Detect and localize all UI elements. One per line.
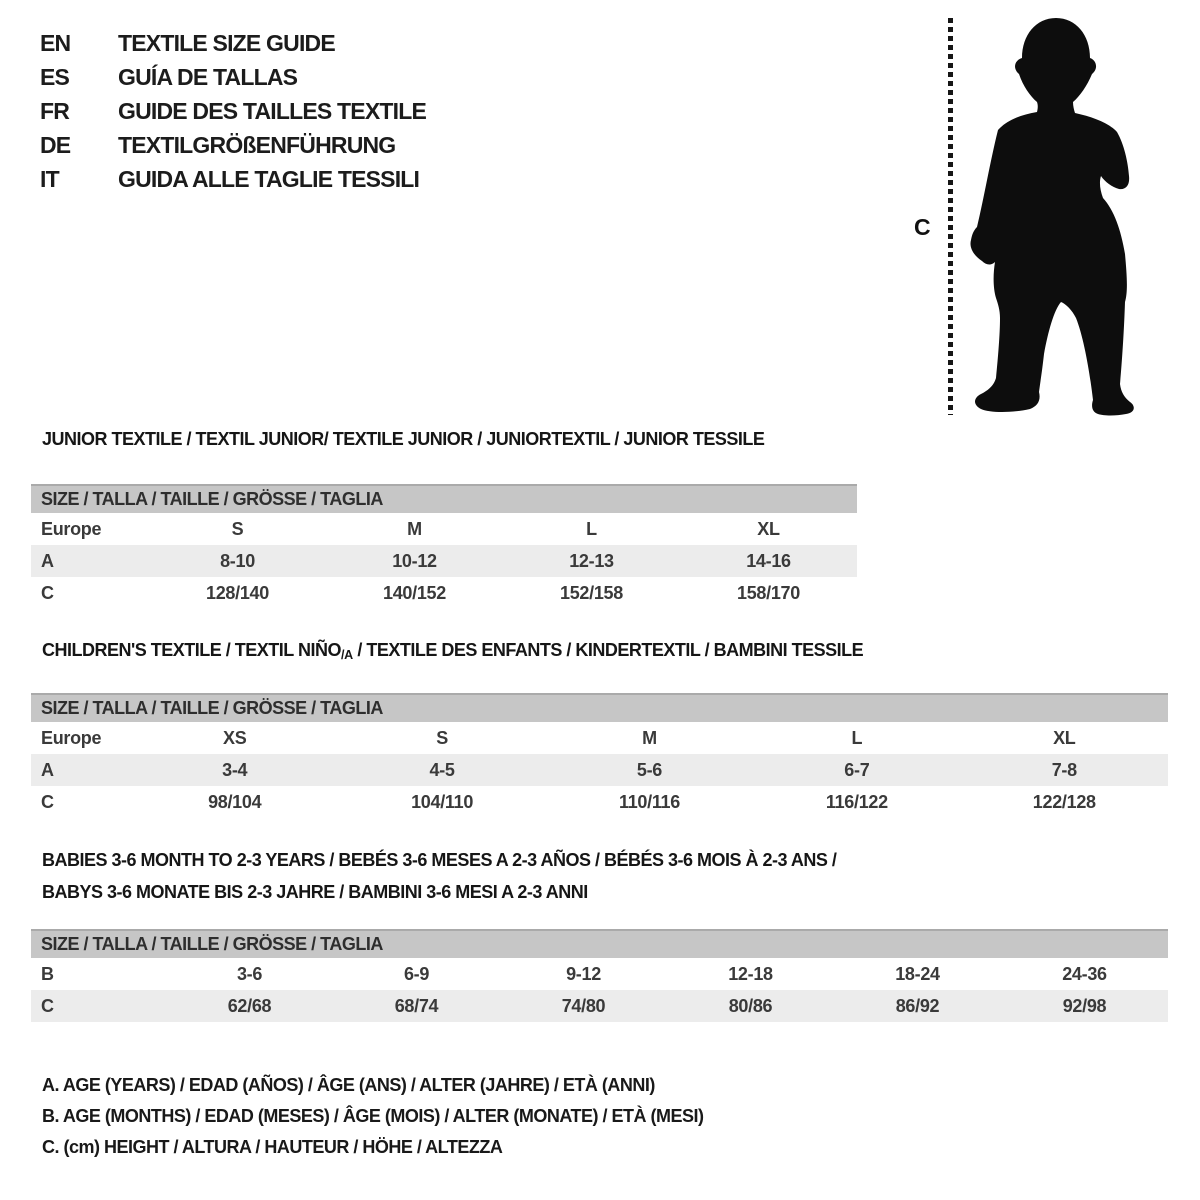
table-cell: 4-5 [429,759,455,780]
table-cell: A [41,759,54,780]
table-row [31,577,857,609]
legend-line-b: B. AGE (MONTHS) / EDAD (MESES) / ÂGE (MOIS) / ALTER (MONATE) / ETÀ (MESI) [42,1106,704,1126]
table-row [31,786,1168,818]
table-cell: 74/80 [561,995,606,1016]
junior-size-header-bar: SIZE / TALLA / TAILLE / GRÖSSE / TAGLIA [31,484,857,513]
table-cell: 5-6 [636,759,663,780]
language-code: IT [40,166,59,192]
junior-size-table [31,513,857,609]
language-row [40,26,426,60]
table-cell: Europe [41,518,102,539]
language-code: ES [40,64,70,90]
children-title-pre: CHILDREN'S TEXTILE / TEXTIL NIÑO [42,640,341,660]
table-cell: 7-8 [1051,759,1077,780]
language-title: GUIDE DES TAILLES TEXTILE [118,98,426,124]
table-cell: 158/170 [737,582,800,603]
table-cell: 3-6 [236,963,263,984]
table-cell: A [41,550,54,571]
table-cell: 86/92 [895,995,940,1016]
language-title: TEXTILGRÖßENFÜHRUNG [118,132,396,158]
table-cell: 62/68 [227,995,272,1016]
children-section-title [42,640,863,662]
baby-silhouette [968,12,1140,420]
table-cell: 80/86 [728,995,773,1016]
table-cell: 9-12 [566,963,601,984]
language-row [40,162,426,196]
table-cell: M [407,518,422,539]
table-row [31,722,1168,754]
table-cell: 140/152 [383,582,446,603]
table-row [31,545,857,577]
table-cell: C [41,582,54,603]
babies-section-title-line1: BABIES 3-6 MONTH TO 2-3 YEARS / BEBÉS 3-6 MESES A 2-3 AÑOS / BÉBÉS 3-6 MOIS À 2-3 ANS / [42,850,837,870]
table-cell: 98/104 [208,791,262,812]
table-cell: C [41,995,54,1016]
language-code: EN [40,30,71,56]
table-cell: 6-9 [403,963,430,984]
table-cell: 24-36 [1062,963,1107,984]
children-size-header-bar: SIZE / TALLA / TAILLE / GRÖSSE / TAGLIA [31,693,1168,722]
children-title-sub: /A [340,648,353,662]
table-cell: M [642,727,657,748]
junior-section-title: JUNIOR TEXTILE / TEXTIL JUNIOR/ TEXTILE JUNIOR / JUNIORTEXTIL / JUNIOR TESSILE [42,429,765,449]
table-cell: 14-16 [746,550,791,571]
table-cell: 3-4 [222,759,248,780]
table-cell: 110/116 [618,791,680,812]
children-size-table [31,722,1168,818]
legend-line-c: C. (cm) HEIGHT / ALTURA / HAUTEUR / HÖHE / ALTEZZA [42,1137,503,1157]
table-row [31,958,1168,990]
table-cell: 116/122 [825,791,888,812]
language-title: GUIDA ALLE TAGLIE TESSILI [118,166,420,192]
table-cell: 152/158 [560,582,623,603]
table-cell: L [851,727,863,748]
table-cell: 68/74 [394,995,439,1016]
measurement-legend [42,1070,703,1163]
table-cell: 12-13 [569,550,614,571]
language-row [40,94,426,128]
table-row [31,990,1168,1022]
table-cell: Europe [41,727,102,748]
table-cell: C [41,791,54,812]
height-measure-dashed-line [948,18,953,415]
table-cell: 92/98 [1062,995,1107,1016]
babies-section-title-line2: BABYS 3-6 MONATE BIS 2-3 JAHRE / BAMBINI 3-6 MESI A 2-3 ANNI [42,882,588,902]
table-cell: XL [1053,727,1076,748]
table-row [31,513,857,545]
table-cell: B [41,963,54,984]
table-row [31,754,1168,786]
language-row [40,128,426,162]
table-cell: S [231,518,244,539]
language-title: GUÍA DE TALLAS [118,64,298,90]
table-cell: L [586,518,597,539]
babies-size-header-bar: SIZE / TALLA / TAILLE / GRÖSSE / TAGLIA [31,929,1168,958]
language-list [40,26,426,196]
language-title: TEXTILE SIZE GUIDE [118,30,335,56]
babies-size-table [31,958,1168,1022]
table-cell: 122/128 [1032,791,1096,812]
table-cell: 6-7 [844,759,870,780]
language-code: DE [40,132,71,158]
table-cell: 8-10 [220,550,255,571]
table-cell: 128/140 [206,582,269,603]
children-title-post: / TEXTILE DES ENFANTS / KINDERTEXTIL / BAMBINI TESSILE [352,640,864,660]
measure-label-c: C [914,214,931,240]
language-code: FR [40,98,70,124]
table-cell: S [436,727,448,748]
language-row [40,60,426,94]
legend-line-a: A. AGE (YEARS) / EDAD (AÑOS) / ÂGE (ANS) / ALTER (JAHRE) / ETÀ (ANNI) [42,1075,655,1095]
table-cell: 104/110 [411,791,474,812]
table-cell: 18-24 [895,963,940,984]
table-cell: 10-12 [392,550,437,571]
table-cell: 12-18 [728,963,773,984]
table-cell: XS [222,727,247,748]
table-cell: XL [757,518,780,539]
